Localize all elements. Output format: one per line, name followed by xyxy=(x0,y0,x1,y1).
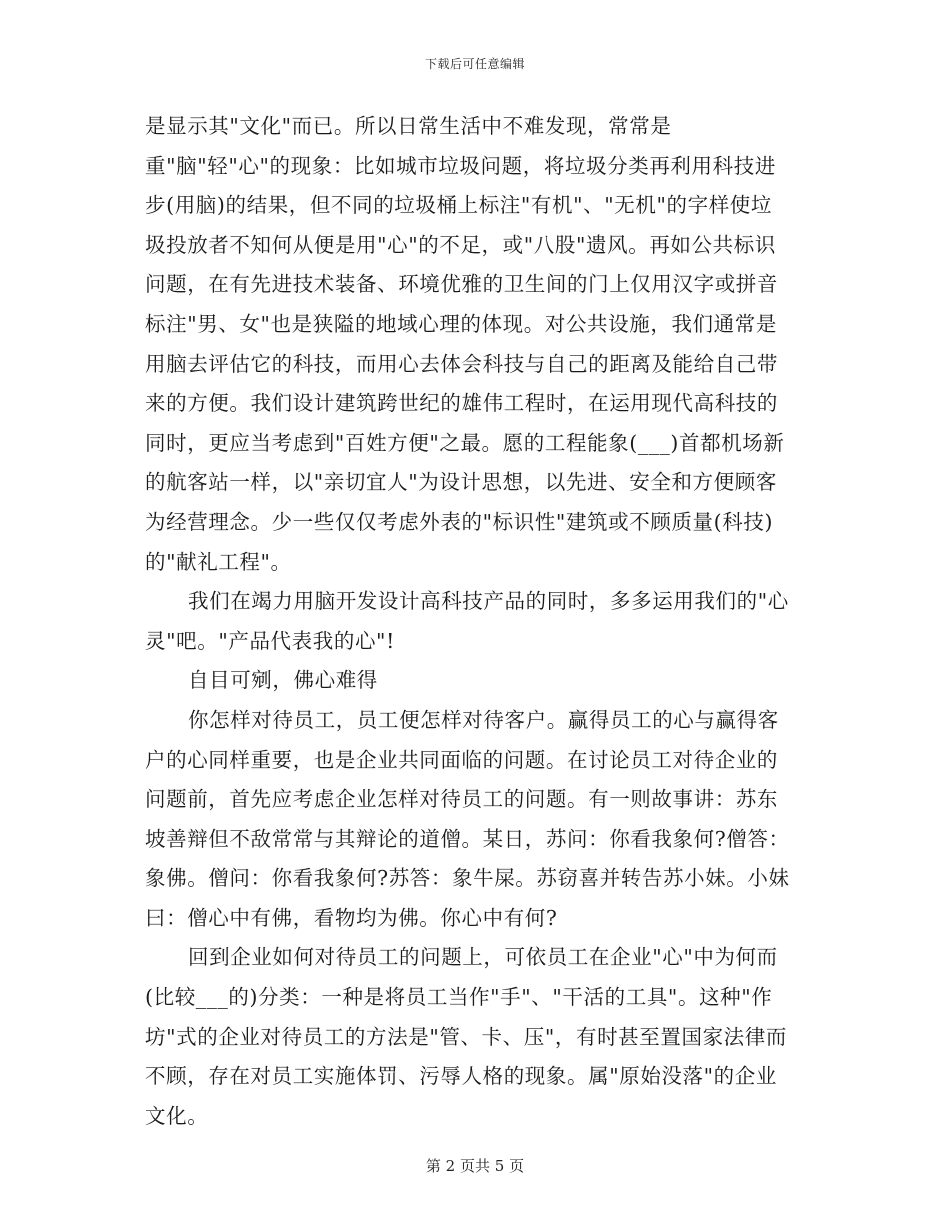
text-line: 圾投放者不知何从便是用"心"的不足，或"八股"遗风。再如公共标识 xyxy=(145,232,776,257)
page-number-footer: 第 2 页共 5 页 xyxy=(425,1157,525,1175)
paragraph xyxy=(145,582,805,661)
paragraph xyxy=(145,701,805,939)
text-line: 步(用脑)的结果，但不同的垃圾桶上标注"有机"、"无机"的字样使垃 xyxy=(145,193,773,218)
text-line: 来的方便。我们设计建筑跨世纪的雄伟工程时，在运用现代高科技的 xyxy=(145,391,778,416)
text-line: 问题前，首先应考虑企业怎样对待员工的问题。有一则故事讲：苏东 xyxy=(145,787,778,812)
paragraph xyxy=(145,661,805,701)
text-line: 坡善辩但不敌常常与其辩论的道僧。某日，苏问：你看我象何?僧答： xyxy=(145,826,790,851)
text-line: 的"献礼工程"。 xyxy=(145,549,292,574)
section-heading: 自目可剜，佛心难得 xyxy=(188,668,378,693)
text-line: (比较___的)分类：一种是将员工当作"手"、"干活的工具"。这种"作 xyxy=(145,985,773,1010)
text-line: 象佛。僧问：你看我象何?苏答：象牛屎。苏窃喜并转告苏小妹。小妹 xyxy=(145,866,790,891)
text-line: 同时，更应当考虑到"百姓方便"之最。愿的工程能象(___)首都机场新 xyxy=(145,430,785,455)
text-line: 用脑去评估它的科技，而用心去体会科技与自己的距离及能给自己带 xyxy=(145,351,778,376)
page-header: 下载后可任意编辑 xyxy=(424,57,525,71)
document-body xyxy=(145,107,805,1136)
text-line: 我们在竭力用脑开发设计高科技产品的同时，多多运用我们的"心 xyxy=(188,589,789,614)
text-line: 曰：僧心中有佛，看物均为佛。你心中有何? xyxy=(145,905,558,930)
text-line: 重"脑"轻"心"的现象：比如城市垃圾问题，将垃圾分类再利用科技进 xyxy=(145,153,776,178)
text-line: 你怎样对待员工，员工便怎样对待客户。赢得员工的心与赢得客 xyxy=(188,707,779,732)
text-line: 灵"吧。"产品代表我的心"! xyxy=(145,628,395,653)
text-line: 坊"式的企业对待员工的方法是"管、卡、压"，有时甚至置国家法律而 xyxy=(145,1024,787,1049)
text-line: 问题，在有先进技术装备、环境优雅的卫生间的门上仅用汉字或拼音 xyxy=(145,272,778,297)
text-line: 的航客站一样，以"亲切宜人"为设计思想，以先进、安全和方便顾客 xyxy=(145,470,777,495)
text-line: 不顾，存在对员工实施体罚、污辱人格的现象。属"原始没落"的企业 xyxy=(145,1064,777,1089)
paragraph xyxy=(145,107,805,582)
text-line: 标注"男、女"也是狭隘的地域心理的体现。对公共设施，我们通常是 xyxy=(145,311,777,336)
text-line: 为经营理念。少一些仅仅考虑外表的"标识性"建筑或不顾质量(科技) xyxy=(145,509,774,534)
text-line: 回到企业如何对待员工的问题上，可依员工在企业"心"中为何而 xyxy=(188,945,778,970)
text-line: 户的心同样重要，也是企业共同面临的问题。在讨论员工对待企业的 xyxy=(145,747,778,772)
text-line: 是显示其"文化"而已。所以日常生活中不难发现，常常是 xyxy=(145,114,672,138)
text-line: 文化。 xyxy=(145,1103,209,1128)
paragraph xyxy=(145,938,805,1136)
